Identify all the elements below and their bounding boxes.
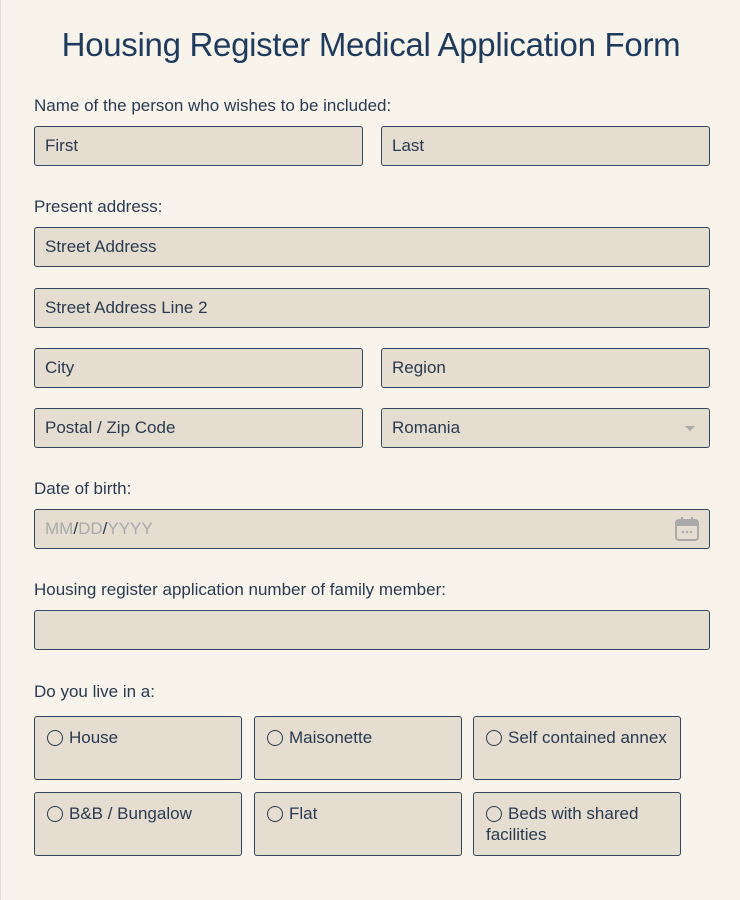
page-title: Housing Register Medical Application Form [61, 26, 681, 63]
radio-icon[interactable] [47, 806, 63, 822]
chevron-down-icon [685, 426, 695, 431]
option-label: Maisonette [289, 728, 373, 747]
name-label: Name of the person who wishes to be included: [34, 96, 392, 115]
option-house[interactable] [34, 716, 242, 780]
country-select[interactable] [381, 408, 710, 448]
first-name-input[interactable]: First [34, 126, 363, 166]
live-label: Do you live in a: [34, 682, 155, 701]
street-address-input[interactable]: Street Address [34, 227, 710, 267]
dob-yyyy: YYYY [107, 519, 153, 538]
dob-sep: / [102, 519, 108, 538]
option-maisonette[interactable] [254, 716, 462, 780]
option-self-contained-annex[interactable] [473, 716, 681, 780]
postal-code-input[interactable]: Postal / Zip Code [34, 408, 363, 448]
country-value: Romania [392, 418, 461, 437]
option-label: Flat [289, 804, 318, 823]
calendar-icon[interactable] [675, 516, 699, 541]
dob-label: Date of birth: [34, 479, 132, 498]
street-address-line2-input[interactable]: Street Address Line 2 [34, 288, 710, 328]
region-input[interactable]: Region [381, 348, 710, 388]
city-input[interactable]: City [34, 348, 363, 388]
option-label: Beds with shared facilities [486, 804, 639, 844]
option-label: Self contained annex [508, 728, 667, 747]
dob-mm: MM [45, 519, 74, 538]
radio-icon[interactable] [267, 806, 283, 822]
last-name-input[interactable]: Last [381, 126, 710, 166]
option-label: House [69, 728, 119, 747]
option-label: B&B / Bungalow [69, 804, 192, 823]
radio-icon[interactable] [47, 730, 63, 746]
dob-input[interactable] [34, 509, 710, 549]
radio-icon[interactable] [486, 806, 502, 822]
application-number-input[interactable] [34, 610, 710, 650]
dob-dd: DD [78, 519, 103, 538]
appnum-label: Housing register application number of family member: [34, 580, 446, 599]
option-flat[interactable] [254, 792, 462, 856]
address-label: Present address: [34, 197, 163, 216]
option-beds-shared-facilities[interactable] [473, 792, 681, 856]
radio-icon[interactable] [267, 730, 283, 746]
radio-icon[interactable] [486, 730, 502, 746]
dob-sep: / [73, 519, 79, 538]
option-bb-bungalow[interactable] [34, 792, 242, 856]
